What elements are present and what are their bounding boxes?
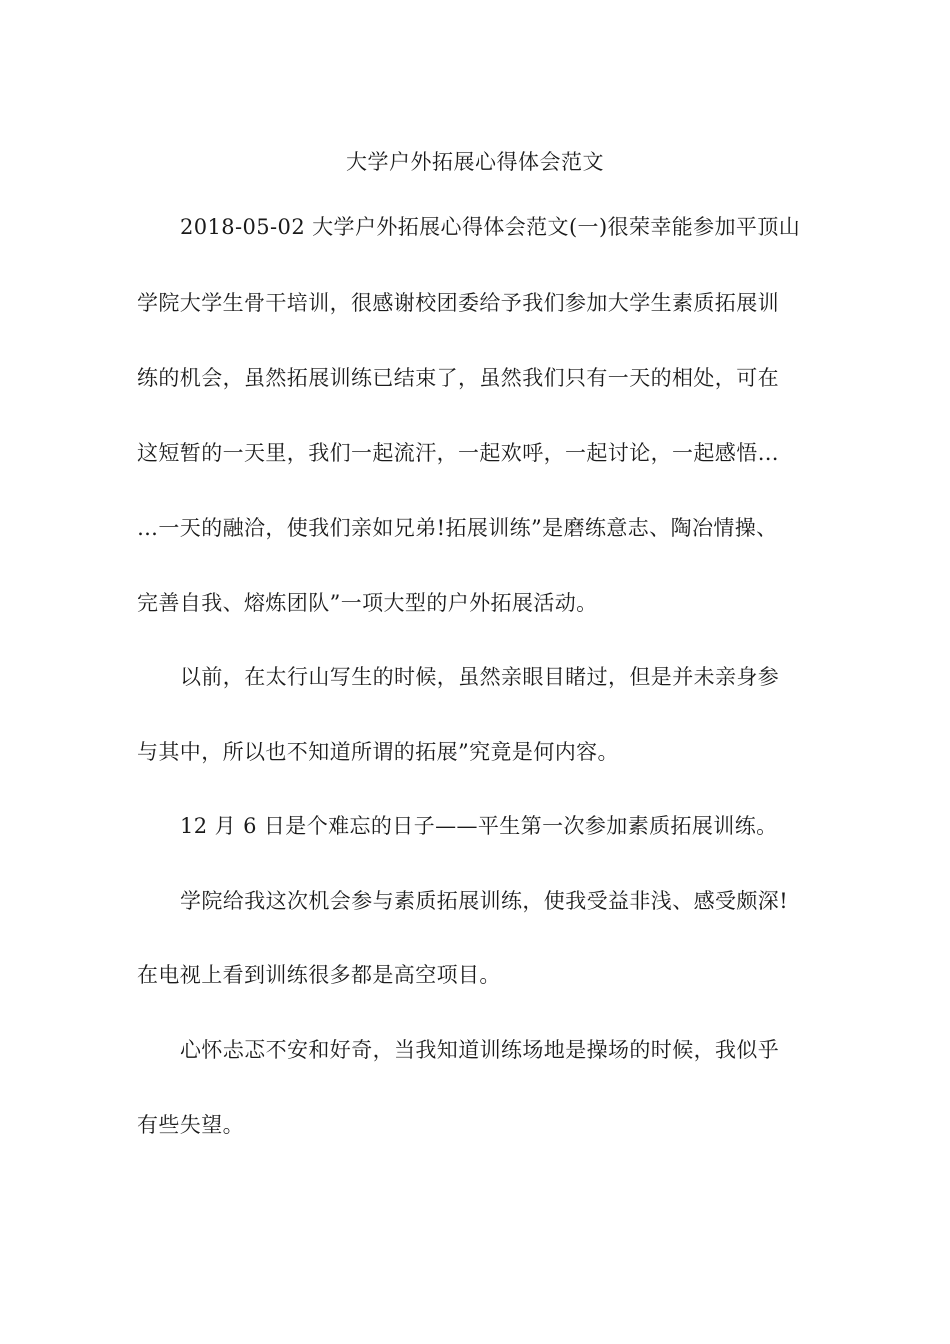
document-title: 大学户外拓展心得体会范文 — [346, 150, 604, 174]
paragraph-1-line-3: 练的机会，虽然拓展训练已结束了，虽然我们只有一天的相处，可在 — [137, 366, 779, 390]
paragraph-1-line-6: 完善自我、熔炼团队”一项大型的户外拓展活动。 — [137, 591, 598, 615]
paragraph-1-line-5: …一天的融洽，使我们亲如兄弟!拓展训练”是磨练意志、陶冶情操、 — [137, 516, 778, 540]
paragraph-5-line-1: 心怀忐忑不安和好奇，当我知道训练场地是操场的时候，我似乎 — [180, 1038, 780, 1062]
paragraph-2-line-1: 以前，在太行山写生的时候，虽然亲眼目睹过，但是并未亲身参 — [180, 665, 780, 689]
paragraph-1-line-1: 2018-05-02 大学户外拓展心得体会范文(一)很荣幸能参加平顶山 — [180, 215, 801, 239]
paragraph-4-line-2: 在电视上看到训练很多都是高空项目。 — [137, 963, 501, 987]
paragraph-2-line-2: 与其中，所以也不知道所谓的拓展”究竟是何内容。 — [137, 740, 619, 764]
paragraph-4-line-1: 学院给我这次机会参与素质拓展训练，使我受益非浅、感受颇深! — [180, 889, 789, 913]
paragraph-5-line-2: 有些失望。 — [137, 1113, 244, 1137]
paragraph-1-line-2: 学院大学生骨干培训，很感谢校团委给予我们参加大学生素质拓展训 — [137, 291, 779, 315]
paragraph-1-line-4: 这短暂的一天里，我们一起流汗，一起欢呼，一起讨论，一起感悟… — [137, 441, 779, 465]
paragraph-3-line-1: 12 月 6 日是个难忘的日子——平生第一次参加素质拓展训练。 — [180, 814, 778, 838]
